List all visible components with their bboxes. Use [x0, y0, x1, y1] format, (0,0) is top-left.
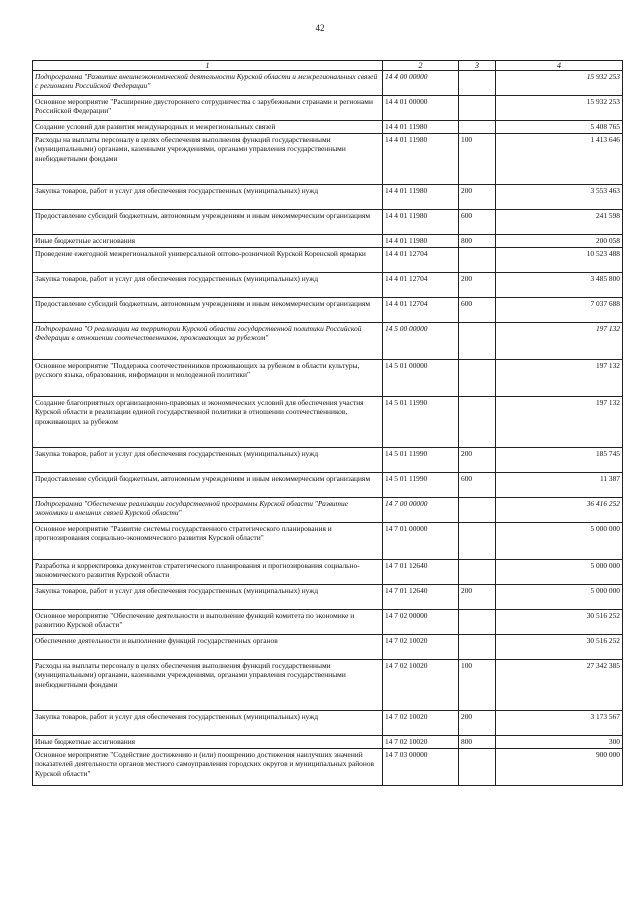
row-expense-type: 200: [459, 273, 496, 298]
row-code: 14 4 01 11980: [383, 210, 459, 235]
row-amount: 15 932 253: [496, 71, 623, 96]
row-amount: 197 132: [496, 397, 623, 448]
row-expense-type: [459, 71, 496, 96]
row-amount: 900 000: [496, 749, 623, 786]
row-name: Основное мероприятие "Обеспечение деятельности и выполнение функций комитета по экономике и развитию Курской области": [33, 610, 383, 635]
row-name: Иные бюджетные ассигнования: [33, 736, 383, 749]
table-row: [33, 749, 623, 786]
table-row: [33, 248, 623, 273]
row-code: 14 4 01 11980: [383, 235, 459, 248]
row-name: Иные бюджетные ассигнования: [33, 235, 383, 248]
row-expense-type: 600: [459, 298, 496, 323]
table-row: [33, 235, 623, 248]
table-row: [33, 360, 623, 397]
row-amount: 3 553 463: [496, 185, 623, 210]
row-code: 14 7 02 10020: [383, 635, 459, 660]
row-code: 14 4 01 12704: [383, 273, 459, 298]
budget-table: [32, 60, 623, 786]
row-expense-type: [459, 121, 496, 134]
row-code: 14 5 00 00000: [383, 323, 459, 360]
row-expense-type: [459, 635, 496, 660]
row-name: Предоставление субсидий бюджетным, автономным учреждениям и иным некоммерческим организациям: [33, 473, 383, 498]
row-amount: 7 037 688: [496, 298, 623, 323]
page-number: 42: [315, 23, 325, 33]
row-expense-type: [459, 360, 496, 397]
row-code: 14 4 01 12704: [383, 248, 459, 273]
header-col-4: 4: [496, 61, 623, 71]
row-expense-type: [459, 749, 496, 786]
row-name: Создание условий для развития международных и межрегиональных связей: [33, 121, 383, 134]
table-row: [33, 736, 623, 749]
row-amount: 36 416 252: [496, 498, 623, 523]
table-row: [33, 298, 623, 323]
table-row: [33, 71, 623, 96]
table-row: [33, 185, 623, 210]
table-row: [33, 523, 623, 560]
row-name: Расходы на выплаты персоналу в целях обеспечения выполнения функций государственными (муниципальными) органами, казенными учреждениями, органами управления государственными внебюджетными фондами: [33, 134, 383, 185]
row-amount: 5 000 000: [496, 585, 623, 610]
row-name: Основное мероприятие "Содействие достижению и (или) поощрению достижения наилучших значений показателей деятельности органов местного самоуправления городских округов и муниципальных районов Курской области": [33, 749, 383, 786]
row-code: 14 7 02 10020: [383, 711, 459, 736]
row-amount: 3 485 800: [496, 273, 623, 298]
row-amount: 10 523 488: [496, 248, 623, 273]
row-amount: 5 000 000: [496, 523, 623, 560]
row-amount: 15 932 253: [496, 96, 623, 121]
row-expense-type: 200: [459, 185, 496, 210]
header-col-2: 2: [383, 61, 459, 71]
row-expense-type: 800: [459, 235, 496, 248]
row-name: Расходы на выплаты персоналу в целях обеспечения выполнения функций государственными (муниципальными) органами, казенными учреждениями, органами управления государственными внебюджетными фондами: [33, 660, 383, 711]
table-row: [33, 635, 623, 660]
row-amount: 30 516 252: [496, 635, 623, 660]
row-code: 14 5 01 11990: [383, 448, 459, 473]
row-code: 14 7 02 10020: [383, 736, 459, 749]
row-name: Предоставление субсидий бюджетным, автономным учреждениям и иным некоммерческим организациям: [33, 298, 383, 323]
table-row: [33, 498, 623, 523]
row-expense-type: [459, 498, 496, 523]
row-amount: 197 132: [496, 323, 623, 360]
row-amount: 5 408 765: [496, 121, 623, 134]
row-code: 14 5 01 11990: [383, 397, 459, 448]
table-row: [33, 323, 623, 360]
row-amount: 5 000 000: [496, 560, 623, 585]
row-code: 14 5 01 00000: [383, 360, 459, 397]
table-row: [33, 560, 623, 585]
row-code: 14 5 01 11990: [383, 473, 459, 498]
row-expense-type: [459, 610, 496, 635]
row-code: 14 4 01 11980: [383, 134, 459, 185]
row-name: Основное мероприятие "Расширение двустороннего сотрудничества с зарубежными странами и регионами Российской Федерации": [33, 96, 383, 121]
row-code: 14 4 01 00000: [383, 96, 459, 121]
row-expense-type: [459, 96, 496, 121]
row-name: Основное мероприятие "Развитие системы государственного стратегического планирования и прогнозирования социально-экономического развития Курской области": [33, 523, 383, 560]
row-name: Подпрограмма "Развитие внешнеэкономической деятельности Курской области и межрегиональных связей с регионами Российской Федерации": [33, 71, 383, 96]
row-name: Создание благоприятных организационно-правовых и экономических условий для обеспечения участия Курской области в реализации единой государственной политики в отношении соотечественников, проживающих за рубежом: [33, 397, 383, 448]
row-amount: 185 745: [496, 448, 623, 473]
row-code: 14 7 01 00000: [383, 523, 459, 560]
table-row: [33, 134, 623, 185]
table-row: [33, 448, 623, 473]
row-expense-type: [459, 523, 496, 560]
row-name: Закупка товаров, работ и услуг для обеспечения государственных (муниципальных) нужд: [33, 711, 383, 736]
table-row: [33, 397, 623, 448]
row-code: 14 7 03 00000: [383, 749, 459, 786]
row-amount: 197 132: [496, 360, 623, 397]
row-expense-type: 600: [459, 473, 496, 498]
row-name: Закупка товаров, работ и услуг для обеспечения государственных (муниципальных) нужд: [33, 585, 383, 610]
table-row: [33, 585, 623, 610]
row-name: Проведение ежегодной межрегиональной универсальной оптово-розничной Курской Коренской ярмарки: [33, 248, 383, 273]
row-name: Подпрограмма "Обеспечение реализации государственной программы Курской области "Развитие экономики и внешних связей Курской области": [33, 498, 383, 523]
row-name: Закупка товаров, работ и услуг для обеспечения государственных (муниципальных) нужд: [33, 273, 383, 298]
row-expense-type: 600: [459, 210, 496, 235]
table-row: [33, 711, 623, 736]
table-row: [33, 210, 623, 235]
row-name: Подпрограмма "О реализации на территории Курской области государственной политики Российской Федерации в отношении соотечественников, проживающих за рубежом": [33, 323, 383, 360]
row-code: 14 7 01 12640: [383, 560, 459, 585]
table-row: [33, 473, 623, 498]
row-code: 14 4 01 12704: [383, 298, 459, 323]
row-name: Обеспечение деятельности и выполнение функций государственных органов: [33, 635, 383, 660]
row-code: 14 7 00 00000: [383, 498, 459, 523]
row-amount: 241 598: [496, 210, 623, 235]
table-header-row: [33, 61, 623, 71]
row-code: 14 7 02 00000: [383, 610, 459, 635]
row-expense-type: [459, 560, 496, 585]
row-name: Закупка товаров, работ и услуг для обеспечения государственных (муниципальных) нужд: [33, 185, 383, 210]
row-expense-type: 200: [459, 448, 496, 473]
row-expense-type: 200: [459, 711, 496, 736]
row-expense-type: 800: [459, 736, 496, 749]
header-col-1: 1: [33, 61, 383, 71]
row-code: 14 7 01 12640: [383, 585, 459, 610]
row-amount: 1 413 646: [496, 134, 623, 185]
row-expense-type: [459, 323, 496, 360]
row-expense-type: 100: [459, 134, 496, 185]
row-amount: 11 387: [496, 473, 623, 498]
row-expense-type: [459, 397, 496, 448]
header-col-3: 3: [459, 61, 496, 71]
row-name: Разработка и корректировка документов стратегического планирования и прогнозирования социально-экономического развития Курской области: [33, 560, 383, 585]
row-code: 14 4 00 00000: [383, 71, 459, 96]
row-expense-type: 200: [459, 585, 496, 610]
row-amount: 27 342 385: [496, 660, 623, 711]
table-row: [33, 96, 623, 121]
table-row: [33, 610, 623, 635]
row-expense-type: 100: [459, 660, 496, 711]
row-expense-type: [459, 248, 496, 273]
table-row: [33, 660, 623, 711]
table-row: [33, 273, 623, 298]
row-code: 14 7 02 10020: [383, 660, 459, 711]
row-amount: 30 516 252: [496, 610, 623, 635]
row-name: Закупка товаров, работ и услуг для обеспечения государственных (муниципальных) нужд: [33, 448, 383, 473]
row-amount: 200 058: [496, 235, 623, 248]
row-amount: 300: [496, 736, 623, 749]
row-name: Предоставление субсидий бюджетным, автономным учреждениям и иным некоммерческим организациям: [33, 210, 383, 235]
table-row: [33, 121, 623, 134]
row-code: 14 4 01 11980: [383, 185, 459, 210]
row-name: Основное мероприятие "Поддержка соотечественников проживающих за рубежом в области культуры, русского языка, образования, информации и молодежной политики": [33, 360, 383, 397]
row-amount: 3 173 567: [496, 711, 623, 736]
row-code: 14 4 01 11980: [383, 121, 459, 134]
